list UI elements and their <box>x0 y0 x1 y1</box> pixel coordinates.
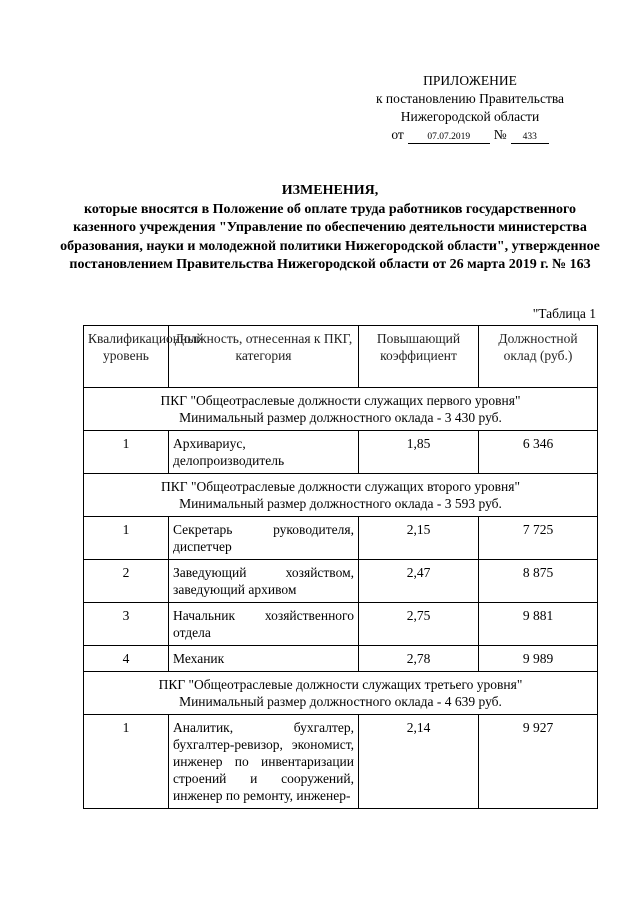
document-subtitle: которые вносятся в Положение об оплате труда работников государственного казенного учреждения "Управление по обеспечению деятельности министерства образования, науки и молодежной политики Нижегородской области", утвержденное постановлением Правительства Нижегородской области от 26 марта 2019 г. № 163 <box>60 201 600 272</box>
header-salary: Должностной оклад (руб.) <box>479 326 598 388</box>
group-heading <box>84 474 598 517</box>
cell-level: 3 <box>84 603 169 646</box>
cell-level: 1 <box>84 431 169 474</box>
header-coefficient: Повышающий коэффициент <box>359 326 479 388</box>
cell-coefficient: 2,47 <box>359 560 479 603</box>
group-row <box>84 474 598 517</box>
group-min-salary: Минимальный размер должностного оклада - 4 639 руб. <box>179 694 502 709</box>
appendix-line-2: к постановлению Правительства <box>375 91 565 106</box>
cell-coefficient: 2,15 <box>359 517 479 560</box>
appendix-title: ПРИЛОЖЕНИЕ <box>423 73 517 88</box>
appendix-date-line <box>360 126 580 144</box>
group-heading <box>84 388 598 431</box>
cell-coefficient: 2,14 <box>359 715 479 809</box>
header-position: Должность, отнесенная к ПКГ, категория <box>169 326 359 388</box>
number-sign: № <box>493 127 507 142</box>
number-value: 433 <box>511 131 549 144</box>
table-row <box>84 715 598 809</box>
document-title: ИЗМЕНЕНИЯ, <box>281 183 379 198</box>
cell-position: Архивариус, делопроизводитель <box>169 431 359 474</box>
appendix-line-3: Нижегородской области <box>400 109 540 124</box>
date-prefix: от <box>391 127 404 142</box>
table-header-row <box>84 326 598 388</box>
cell-level: 4 <box>84 646 169 672</box>
cell-salary: 8 875 <box>479 560 598 603</box>
cell-coefficient: 2,78 <box>359 646 479 672</box>
group-title: ПКГ "Общеотраслевые должности служащих третьего уровня" <box>158 677 523 692</box>
cell-position: Механик <box>169 646 359 672</box>
cell-level: 2 <box>84 560 169 603</box>
table-row <box>84 646 598 672</box>
document-heading <box>60 182 600 275</box>
cell-salary: 6 346 <box>479 431 598 474</box>
cell-salary: 9 989 <box>479 646 598 672</box>
group-title: ПКГ "Общеотраслевые должности служащих первого уровня" <box>160 393 521 408</box>
group-min-salary: Минимальный размер должностного оклада - 3 430 руб. <box>179 410 502 425</box>
salary-table <box>83 325 598 809</box>
group-row <box>84 672 598 715</box>
table-label: "Таблица 1 <box>532 306 596 321</box>
table-row <box>84 431 598 474</box>
table-row <box>84 603 598 646</box>
header-level: Квалификационный уровень <box>84 326 169 388</box>
group-heading <box>84 672 598 715</box>
cell-level: 1 <box>84 517 169 560</box>
cell-salary: 9 927 <box>479 715 598 809</box>
cell-coefficient: 1,85 <box>359 431 479 474</box>
table-row <box>84 560 598 603</box>
cell-coefficient: 2,75 <box>359 603 479 646</box>
date-value: 07.07.2019 <box>408 131 490 144</box>
cell-salary: 9 881 <box>479 603 598 646</box>
cell-position: Начальник хозяйственного отдела <box>169 603 359 646</box>
cell-level: 1 <box>84 715 169 809</box>
group-row <box>84 388 598 431</box>
cell-salary: 7 725 <box>479 517 598 560</box>
cell-position: Секретарь руководителя, диспетчер <box>169 517 359 560</box>
cell-position: Аналитик, бухгалтер, бухгалтер-ревизор, экономист, инженер по инвентаризации строений и сооружений, инженер по ремонту, инженер- <box>169 715 359 809</box>
group-title: ПКГ "Общеотраслевые должности служащих второго уровня" <box>161 479 520 494</box>
appendix-block <box>360 72 580 144</box>
group-min-salary: Минимальный размер должностного оклада - 3 593 руб. <box>179 496 502 511</box>
cell-position: Заведующий хозяйством, заведующий архивом <box>169 560 359 603</box>
table-row <box>84 517 598 560</box>
